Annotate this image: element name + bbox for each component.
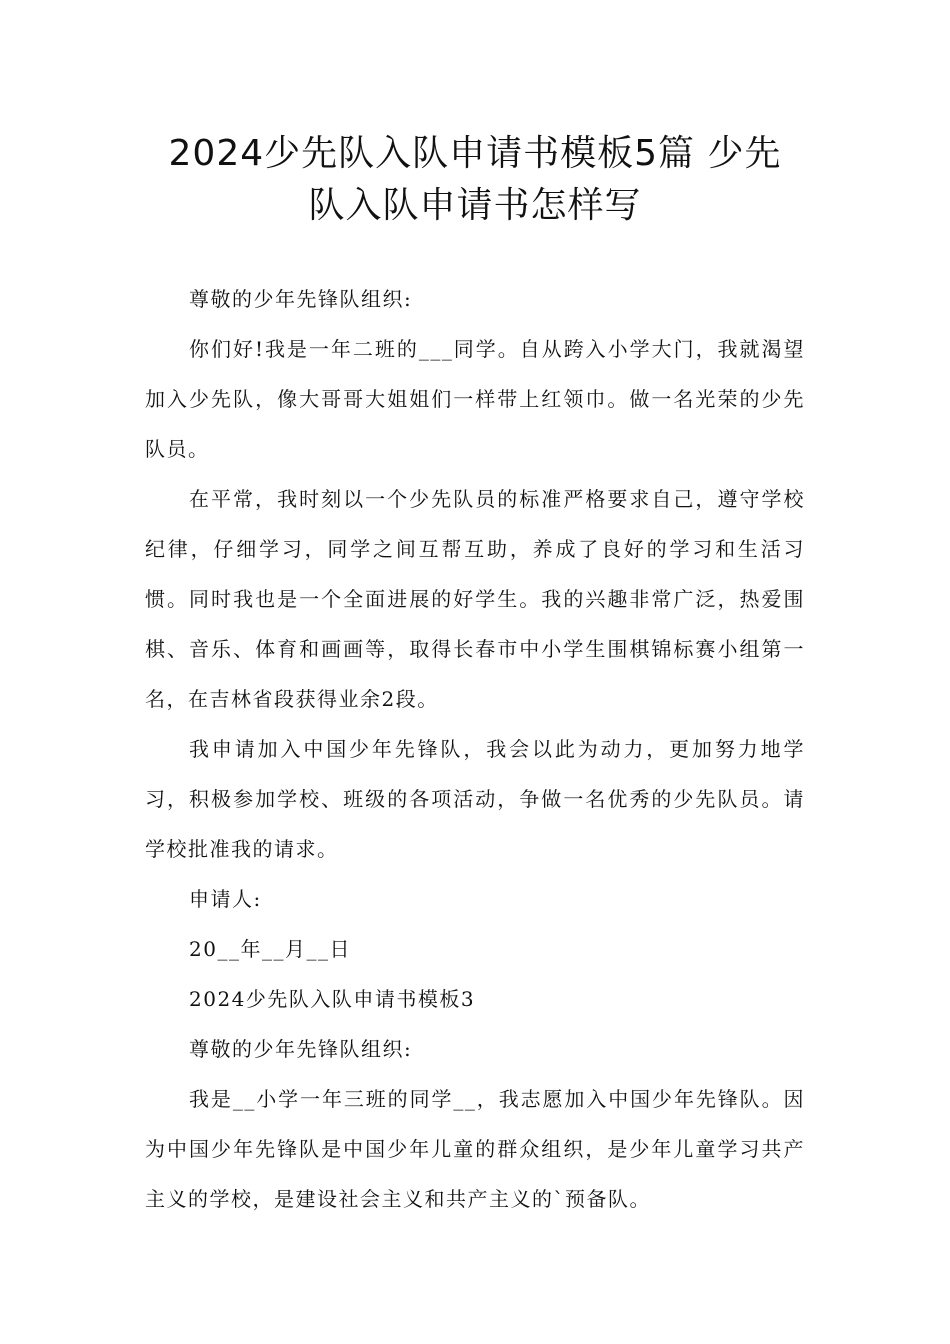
- document-body: [145, 274, 805, 1224]
- salutation-2: 尊敬的少年先锋队组织:: [189, 1037, 413, 1061]
- paragraph-daily-conduct: 在平常，我时刻以一个少先队员的标准严格要求自己，遵守学校纪律，仔细学习，同学之间互帮互助，养成了良好的学习和生活习惯。同时我也是一个全面进展的好学生。我的兴趣非常广泛，热爱围棋、音乐、体育和画画等，取得长春市中小学生围棋锦标赛小组第一名，在吉林省段获得业余2段。: [145, 487, 805, 711]
- document-title: [120, 128, 830, 232]
- title-line-1: 2024少先队入队申请书模板5篇 少先: [168, 133, 782, 174]
- salutation: 尊敬的少年先锋队组织:: [189, 287, 413, 311]
- paragraph-application: 我申请加入中国少年先锋队，我会以此为动力，更加努力地学习，积极参加学校、班级的各项活动，争做一名优秀的少先队员。请学校批准我的请求。: [145, 737, 805, 861]
- applicant-label: 申请人:: [189, 887, 262, 911]
- paragraph-intro-2: 我是__小学一年三班的同学__，我志愿加入中国少年先锋队。因为中国少年先锋队是中国少年儿童的群众组织，是少年儿童学习共产主义的学校，是建设社会主义和共产主义的`预备队。: [145, 1087, 805, 1211]
- title-line-2: 队入队申请书怎样写: [308, 185, 642, 226]
- paragraph-greeting: 你们好!我是一年二班的___同学。自从跨入小学大门，我就渴望加入少先队，像大哥哥大姐姐们一样带上红领巾。做一名光荣的少先队员。: [145, 337, 805, 461]
- section-heading: 2024少先队入队申请书模板3: [189, 987, 476, 1011]
- date-line: 20__年__月__日: [189, 937, 351, 961]
